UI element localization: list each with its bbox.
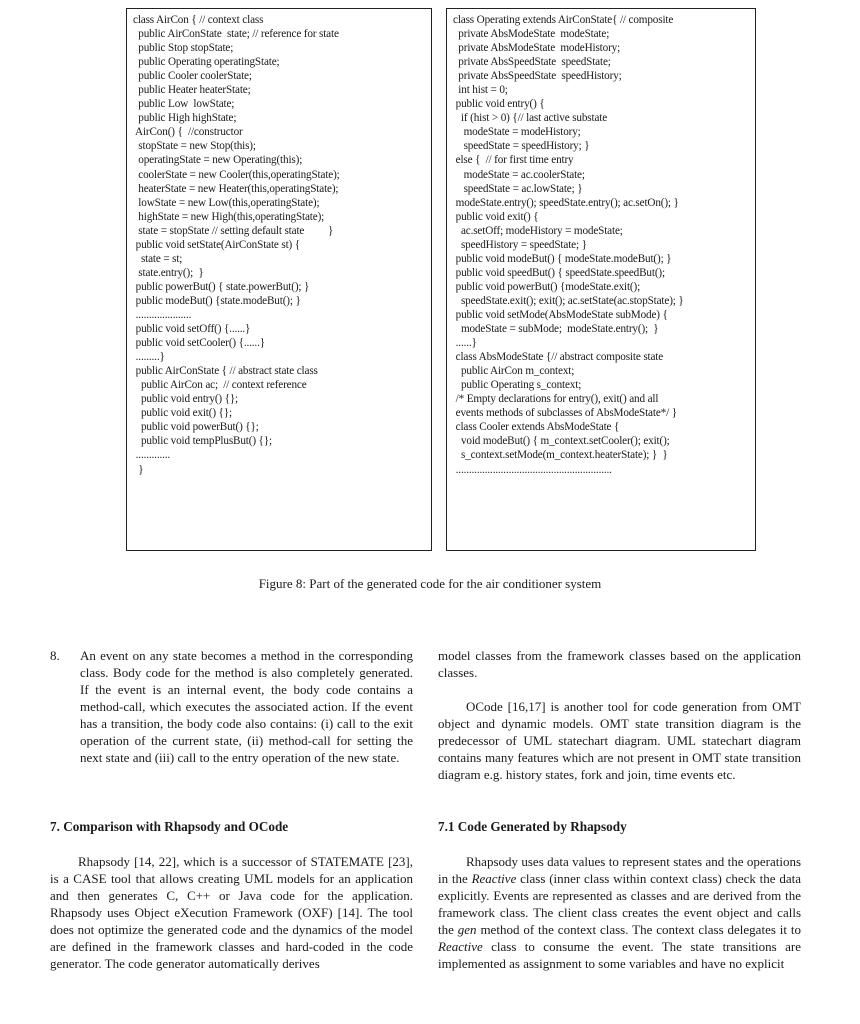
code-line: modeState = ac.coolerState; — [453, 168, 585, 181]
code-line: ..................... — [133, 308, 192, 321]
paragraph-text: Rhapsody uses data values to represent states and the operations in the Reactive class (inner class within context class) check the data explicitly. Events are represented as classes and are derived from the framework class. The client class creates the event object and calls the gen method of the context class. The context class delegates it to Reactive class to consume the event. The state transitions are implemented as assignment to some variables and have no explicit — [438, 854, 802, 971]
code-line: lowState = new Low(this,operatingState); — [133, 196, 320, 209]
code-line: speedState = ac.lowState; } — [453, 182, 583, 195]
paragraph-text: Rhapsody [14, 22], which is a successor of STATEMATE [23], is a CASE tool that allows creating UML models for an application and then generates C, C++ or Java code for the application. Rhapsody uses Object eXecution Framework (OXF) [14]. The tool does not optimize the generated code and the dynamics of the model are defined in the framework classes and hard-coded in the code generator. The code generator automatically derives — [50, 854, 413, 971]
code-line: public void exit() {}; — [133, 407, 232, 420]
code-line: private AbsSpeedState speedState; — [453, 56, 611, 69]
code-line: public void setOff() {......} — [133, 323, 251, 336]
figure-caption: Figure 8: Part of the generated code for the air conditioner system — [258, 576, 602, 591]
section-heading-rhapsody-code: 7.1 Code Generated by Rhapsody — [438, 819, 627, 834]
code-line: class Cooler extends AbsModeState { — [453, 421, 620, 434]
code-line: ......} — [453, 337, 477, 350]
code-line: public Cooler coolerState; — [133, 70, 252, 83]
code-line: speedState.exit(); exit(); ac.setState(ac.stopState); } — [453, 294, 684, 307]
code-line: public Operating s_context; — [453, 379, 582, 392]
ocode-paragraph — [438, 698, 801, 783]
code-line: ........................................................... — [453, 463, 612, 476]
code-line: public AirCon m_context; — [453, 365, 575, 378]
code-line: ............. — [133, 449, 171, 462]
code-line: public Operating operatingState; — [133, 56, 280, 69]
code-line: public Heater heaterState; — [133, 84, 251, 97]
list-number: 8. — [50, 648, 60, 663]
code-line: public AirConState { // abstract state class — [133, 365, 318, 378]
code-line: private AbsModeState modeHistory; — [453, 42, 621, 55]
section-heading-comparison: 7. Comparison with Rhapsody and OCode — [50, 819, 289, 834]
code-line: stopState = new Stop(this); — [133, 140, 256, 153]
code-line: heaterState = new Heater(this,operatingState); — [133, 182, 339, 195]
code-line: class AbsModeState {// abstract composite state — [453, 351, 664, 364]
code-line: public void entry() {}; — [133, 393, 239, 406]
paragraph-text: OCode [16,17] is another tool for code generation from OMT object and dynamic models. OMT state transition diagram is the predecessor of UML statechart diagram. UML statechart diagram contains many features which are not present in OMT state transition diagram e.g. history states, fork and join, time events etc. — [438, 699, 801, 782]
code-line: public void setMode(AbsModeState subMode) { — [453, 308, 668, 321]
right-code-box — [446, 8, 756, 551]
code-line: public modeBut() {state.modeBut(); } — [133, 294, 301, 307]
code-line: class AirCon { // context class — [133, 14, 264, 26]
left-code-box — [126, 8, 432, 551]
code-line: coolerState = new Cooler(this,operatingState); — [133, 168, 340, 181]
code-line: state.entry(); } — [133, 266, 204, 279]
code-line: speedState = speedHistory; } — [453, 140, 590, 153]
code-line: /* Empty declarations for entry(), exit() and all — [453, 393, 659, 406]
code-line: public void tempPlusBut() {}; — [133, 435, 272, 448]
list-item-paragraph: An event on any state becomes a method in the corresponding class. Body code for the method is also completely generated. If the event is an internal event, the body code contains a method-call, which executes the associated action. If the event has a transition, the body code also contains: (i) call to the exit operation of the current state, (ii) method-call for setting the next state and (iii) call to the entry operation of the new state. — [80, 648, 413, 765]
code-line: s_context.setMode(m_context.heaterState); } } — [453, 449, 668, 462]
code-line: } — [133, 463, 144, 476]
code-line: public void powerBut() {modeState.exit(); — [453, 280, 641, 293]
code-line: operatingState = new Operating(this); — [133, 154, 303, 167]
code-line: events methods of subclasses of AbsModeState*/ } — [453, 407, 677, 420]
code-line: state = st; — [133, 252, 183, 265]
code-line: public AirConState state; // reference for state — [133, 28, 339, 41]
right-paragraph-1 — [438, 647, 801, 681]
code-line: else { // for first time entry — [453, 154, 574, 167]
code-line: public void setState(AirConState st) { — [133, 238, 300, 251]
rhapsody-intro-paragraph — [50, 853, 413, 972]
code-line: AirCon() { //constructor — [133, 126, 243, 139]
code-line: .........} — [133, 351, 165, 364]
code-line: highState = new High(this,operatingState); — [133, 210, 325, 223]
code-line: public void speedBut() { speedState.speedBut(); — [453, 266, 665, 279]
code-line: void modeBut() { m_context.setCooler(); exit(); — [453, 435, 670, 448]
code-line: public void setCooler() {......} — [133, 337, 265, 350]
code-line: public void powerBut() {}; — [133, 421, 259, 434]
code-line: class Operating extends AirConState{ // composite — [453, 14, 674, 26]
code-line: public Stop stopState; — [133, 42, 234, 55]
code-line: public Low lowState; — [133, 98, 235, 111]
code-line: ac.setOff; modeHistory = modeState; — [453, 224, 623, 237]
code-line: int hist = 0; — [453, 84, 508, 97]
code-line: speedHistory = speedState; } — [453, 238, 587, 251]
code-line: if (hist > 0) {// last active substate — [453, 112, 608, 125]
code-line: public High highState; — [133, 112, 237, 125]
code-line: state = stopState // setting default state } — [133, 224, 334, 237]
code-line: public void exit() { — [453, 210, 539, 223]
code-line: public void entry() { — [453, 98, 545, 111]
code-line: private AbsSpeedState speedHistory; — [453, 70, 622, 83]
paragraph-text: model classes from the framework classes based on the application classes. — [438, 648, 801, 680]
code-line: modeState.entry(); speedState.entry(); ac.setOn(); } — [453, 196, 679, 209]
list-item-text — [80, 647, 413, 766]
code-line: public void modeBut() { modeState.modeBut(); } — [453, 252, 672, 265]
code-line: public powerBut() { state.powerBut(); } — [133, 280, 310, 293]
code-line: modeState = subMode; modeState.entry(); } — [453, 323, 659, 336]
code-line: private AbsModeState modeState; — [453, 28, 610, 41]
code-line: public AirCon ac; // context reference — [133, 379, 307, 392]
rhapsody-code-paragraph — [438, 853, 801, 972]
code-line: modeState = modeHistory; — [453, 126, 581, 139]
